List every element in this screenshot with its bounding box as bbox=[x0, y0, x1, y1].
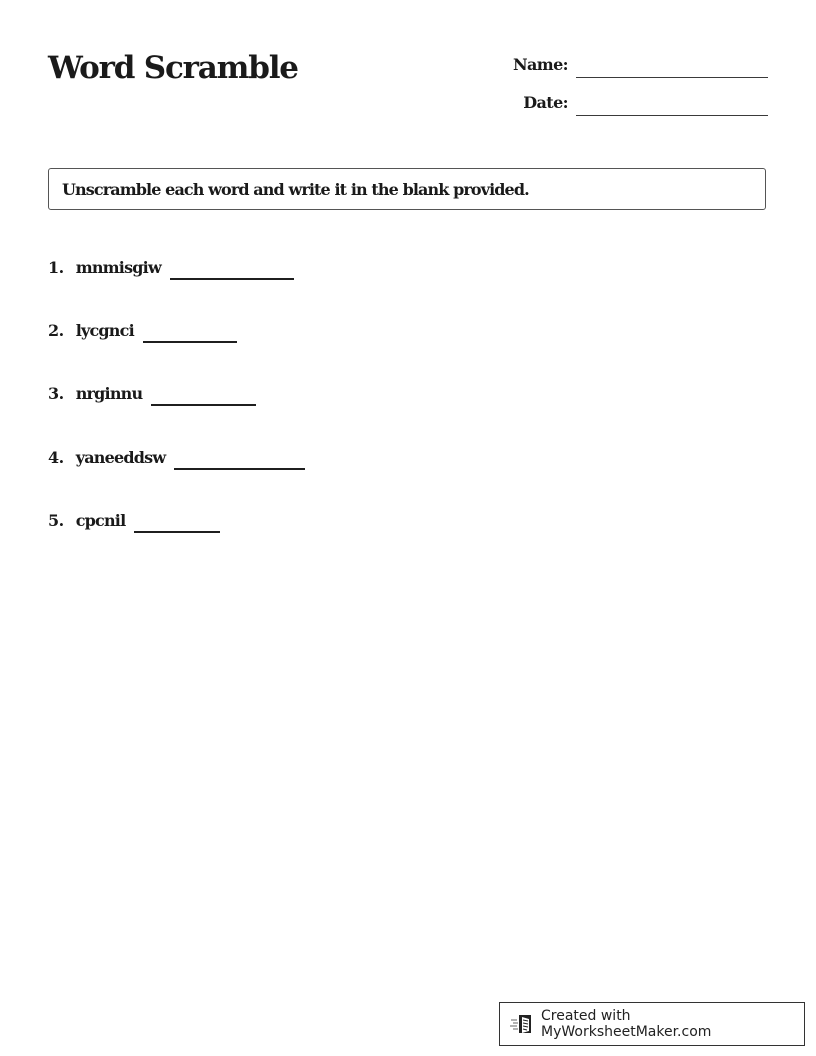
answer-blank[interactable] bbox=[151, 404, 256, 406]
scrambled-word: cpcnil bbox=[75, 511, 126, 530]
item-number: 2. bbox=[48, 321, 64, 340]
page-title: Word Scramble bbox=[48, 50, 298, 86]
scramble-item-3 bbox=[48, 378, 256, 404]
footer-credit[interactable] bbox=[499, 1002, 805, 1046]
answer-blank[interactable] bbox=[174, 468, 305, 470]
scrambled-word: lycgnci bbox=[75, 321, 134, 340]
scramble-item-5 bbox=[48, 505, 220, 531]
item-number: 4. bbox=[48, 448, 64, 467]
answer-blank[interactable] bbox=[170, 278, 294, 280]
name-field bbox=[506, 50, 768, 80]
scramble-item-4 bbox=[48, 442, 305, 468]
name-blank-line[interactable] bbox=[576, 77, 768, 78]
scrambled-word: yaneeddsw bbox=[75, 448, 166, 467]
item-number: 3. bbox=[48, 384, 64, 403]
worksheet-maker-logo-icon bbox=[510, 1012, 536, 1036]
date-blank-line[interactable] bbox=[576, 115, 768, 116]
scramble-item-2 bbox=[48, 315, 237, 341]
instructions-text: Unscramble each word and write it in the blank provided. bbox=[62, 179, 529, 199]
item-number: 1. bbox=[48, 258, 64, 277]
date-label: Date: bbox=[523, 93, 568, 112]
answer-blank[interactable] bbox=[143, 341, 237, 343]
scramble-item-1 bbox=[48, 252, 294, 278]
answer-blank[interactable] bbox=[134, 531, 220, 533]
footer-text: Created with MyWorksheetMaker.com bbox=[541, 1008, 712, 1040]
scrambled-word: mnmisgiw bbox=[75, 258, 161, 277]
item-number: 5. bbox=[48, 511, 64, 530]
scrambled-word: nrginnu bbox=[75, 384, 143, 403]
name-label: Name: bbox=[512, 55, 568, 74]
date-field bbox=[506, 88, 768, 118]
instructions-box bbox=[48, 168, 766, 210]
